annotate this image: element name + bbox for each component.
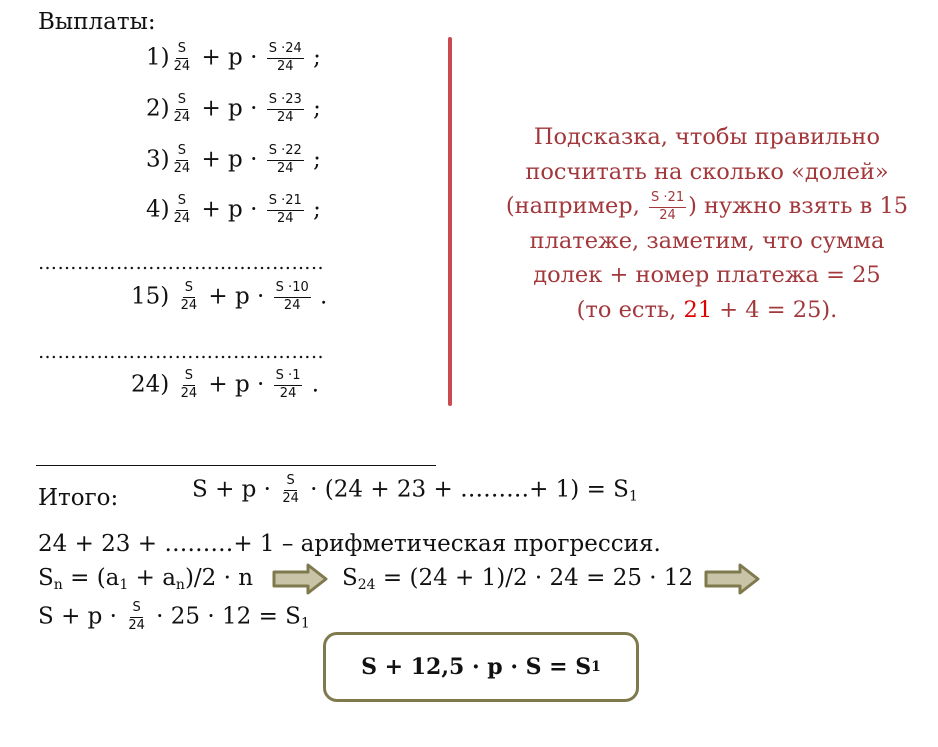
payment-label: 1) [146, 44, 170, 71]
interest-fraction: $\frac{S \cdot 1}{24}$ [275, 368, 301, 401]
right-arrow-icon [704, 563, 760, 595]
payment-mid: + p · [201, 44, 258, 71]
interest-fraction: $\frac{S \cdot 21}{24}$ [268, 193, 302, 226]
payment-end: ; [313, 95, 321, 122]
payment-end: . [320, 283, 328, 310]
payment-label: 2) [146, 95, 170, 122]
payment-end: ; [313, 44, 321, 71]
principal-fraction: $\frac{S}{24}$ [173, 143, 191, 176]
total-fraction: $\frac{S}{24}$ [282, 473, 299, 506]
interest-fraction: $\frac{S \cdot 24}{24}$ [268, 41, 302, 74]
payments-title: Выплаты: [38, 9, 156, 35]
interest-fraction: $\frac{S \cdot 10}{24}$ [275, 280, 309, 313]
payment-label: 3) [146, 146, 170, 173]
ellipsis-line: …………………………………….. [38, 341, 325, 363]
ellipsis-line: …………………………………….. [38, 252, 325, 274]
hint-line-4: платеже, заметим, что сумма [529, 227, 885, 254]
principal-fraction: $\frac{S}{24}$ [173, 92, 191, 125]
hint-block [478, 120, 936, 327]
payment-row-2 [146, 93, 321, 126]
interest-fraction: $\frac{S \cdot 23}{24}$ [268, 92, 302, 125]
payment-row-24 [131, 369, 319, 402]
sum-formula: $S_n = (a_1 + a_n)/2 \cdot n$ [38, 565, 254, 593]
payment-row-15 [131, 281, 327, 314]
result-fraction: $\frac{S}{24}$ [128, 600, 145, 633]
principal-fraction: $\frac{S}{24}$ [173, 193, 191, 226]
payment-mid: + p · [208, 283, 265, 310]
hint-line-5: долек + номер платежа = 25 [533, 262, 881, 288]
right-arrow-icon [272, 563, 328, 595]
answer-formula: S + 12,5 · p · S = S [361, 654, 592, 680]
total-label: Итого: [38, 485, 119, 511]
sum-value: $S_{24} = (24 + 1)/2 \cdot 24 = 25 \cdot 12$ [342, 565, 694, 593]
hint-highlight: 21 [683, 296, 713, 323]
hint-line-2: посчитать на сколько «долей» [525, 158, 889, 185]
hint-line-3: (например, $\frac{S \cdot 21}{24}$ ) нужно взять в 15 [505, 189, 909, 223]
answer-subscript: 1 [591, 659, 601, 675]
payment-mid: + p · [208, 371, 265, 398]
payment-end: . [311, 371, 320, 398]
result-formula: S + p · $\frac{S}{24}$ · $25 \cdot 12 = S_1$ [38, 600, 310, 633]
total-formula: S + p · $\frac{S}{24}$ · (24 + 23 + ………+ $1) = S_1$ [192, 473, 638, 506]
payment-row-3 [146, 144, 321, 177]
hint-line-6: (то есть, 21 + 4 = 25). [576, 296, 838, 323]
hint-line-1: Подсказка, чтобы правильно [533, 124, 881, 150]
answer-box [323, 632, 639, 702]
progression-line: 24 + 23 + ………+ 1 – арифметическая прогрессия. [38, 531, 661, 557]
payment-mid: + p · [201, 146, 258, 173]
principal-fraction: $\frac{S}{24}$ [180, 280, 198, 313]
payment-row-1 [146, 42, 321, 75]
section-divider [36, 465, 436, 466]
payment-mid: + p · [201, 95, 258, 122]
payment-end: ; [313, 196, 321, 223]
payment-row-4 [146, 194, 321, 227]
payment-label: 24) [131, 371, 170, 398]
principal-fraction: $\frac{S}{24}$ [180, 368, 198, 401]
interest-fraction: $\frac{S \cdot 22}{24}$ [268, 143, 302, 176]
payment-end: ; [313, 146, 321, 173]
hint-fraction: $\frac{S \cdot 21}{24}$ [651, 189, 685, 223]
payment-label: 4) [146, 196, 170, 223]
payment-label: 15) [131, 283, 170, 310]
payment-mid: + p · [201, 196, 258, 223]
vertical-divider [448, 37, 452, 406]
principal-fraction: $\frac{S}{24}$ [173, 41, 191, 74]
